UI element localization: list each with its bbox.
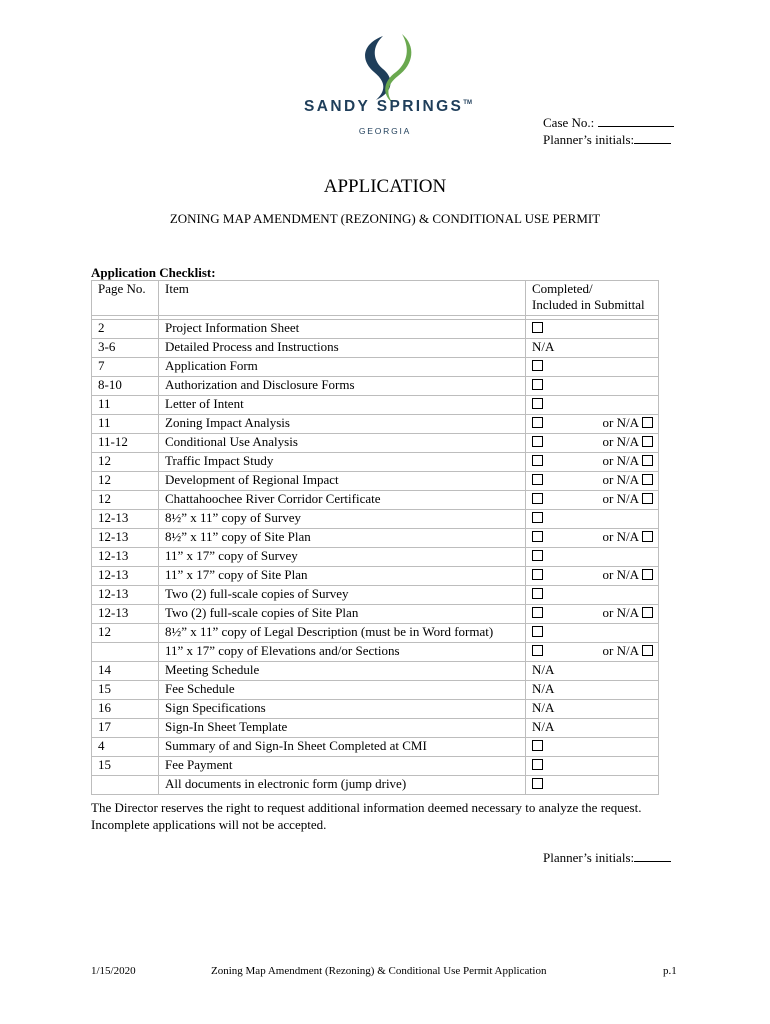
na-checkbox[interactable] xyxy=(642,607,653,618)
logo-subtitle: GEORGIA xyxy=(358,126,412,136)
item-cell: Meeting Schedule xyxy=(159,662,526,681)
header-completed-line1: Completed/ xyxy=(532,281,593,296)
or-na-option xyxy=(603,453,653,469)
completed-cell xyxy=(526,396,659,415)
completed-cell xyxy=(526,510,659,529)
planner-initials-bottom-label: Planner’s initials: xyxy=(543,850,635,865)
item-cell: Two (2) full-scale copies of Survey xyxy=(159,586,526,605)
table-row xyxy=(92,510,659,529)
page-no-cell: 12 xyxy=(92,491,159,510)
completed-checkbox[interactable] xyxy=(532,474,543,485)
completed-checkbox[interactable] xyxy=(532,645,543,656)
item-cell: All documents in electronic form (jump drive) xyxy=(159,776,526,795)
completed-checkbox[interactable] xyxy=(532,569,543,580)
item-cell: 11” x 17” copy of Survey xyxy=(159,548,526,567)
case-no-field[interactable] xyxy=(598,115,674,127)
page-title: APPLICATION xyxy=(323,176,447,197)
header-item: Item xyxy=(159,281,526,316)
table-header-row xyxy=(92,281,659,316)
completed-checkbox[interactable] xyxy=(532,512,543,523)
table-row xyxy=(92,339,659,358)
completed-checkbox[interactable] xyxy=(532,493,543,504)
completed-cell xyxy=(526,719,659,738)
completed-checkbox[interactable] xyxy=(532,550,543,561)
table-row xyxy=(92,700,659,719)
completed-cell xyxy=(526,415,659,434)
status-na: N/A xyxy=(532,662,555,677)
planner-initials-bottom xyxy=(543,849,671,866)
page-no-cell: 11-12 xyxy=(92,434,159,453)
status-na: N/A xyxy=(532,700,555,715)
or-na-option xyxy=(603,434,653,450)
completed-cell xyxy=(526,358,659,377)
checklist-table xyxy=(91,280,659,795)
header-completed-line2: Included in Submittal xyxy=(532,297,645,312)
footer-title: Zoning Map Amendment (Rezoning) & Conditional Use Permit Application xyxy=(211,965,547,977)
table-row xyxy=(92,358,659,377)
page-no-cell: 12 xyxy=(92,453,159,472)
page-no-cell: 2 xyxy=(92,320,159,339)
page-no-cell: 12-13 xyxy=(92,605,159,624)
page-no-cell: 12 xyxy=(92,624,159,643)
completed-checkbox[interactable] xyxy=(532,417,543,428)
table-row xyxy=(92,757,659,776)
item-cell: Project Information Sheet xyxy=(159,320,526,339)
page-no-cell: 12 xyxy=(92,472,159,491)
or-na-option xyxy=(603,491,653,507)
completed-checkbox[interactable] xyxy=(532,379,543,390)
page-no-cell: 4 xyxy=(92,738,159,757)
or-na-option xyxy=(603,567,653,583)
table-row xyxy=(92,548,659,567)
item-cell: Detailed Process and Instructions xyxy=(159,339,526,358)
completed-cell xyxy=(526,472,659,491)
page-subtitle: ZONING MAP AMENDMENT (REZONING) & CONDITIONAL USE PERMIT xyxy=(169,211,601,226)
table-row xyxy=(92,434,659,453)
table-row xyxy=(92,624,659,643)
header-completed xyxy=(526,281,659,316)
table-row xyxy=(92,491,659,510)
completed-checkbox[interactable] xyxy=(532,531,543,542)
completed-cell xyxy=(526,491,659,510)
planner-initials-line xyxy=(543,131,674,148)
footer-page: p.1 xyxy=(663,965,677,977)
item-cell: Traffic Impact Study xyxy=(159,453,526,472)
table-row xyxy=(92,567,659,586)
or-na-label: or N/A xyxy=(602,529,639,544)
completed-cell xyxy=(526,567,659,586)
item-cell: Letter of Intent xyxy=(159,396,526,415)
completed-checkbox[interactable] xyxy=(532,455,543,466)
page-no-cell: 15 xyxy=(92,681,159,700)
item-cell: Two (2) full-scale copies of Site Plan xyxy=(159,605,526,624)
or-na-label: or N/A xyxy=(602,472,639,487)
or-na-label: or N/A xyxy=(602,605,639,620)
page-no-cell: 16 xyxy=(92,700,159,719)
completed-cell xyxy=(526,320,659,339)
status-na: N/A xyxy=(532,719,555,734)
table-row xyxy=(92,472,659,491)
completed-cell xyxy=(526,624,659,643)
table-row xyxy=(92,377,659,396)
item-cell: Fee Schedule xyxy=(159,681,526,700)
or-na-option xyxy=(603,472,653,488)
checklist-label: Application Checklist: xyxy=(91,265,216,280)
item-cell: Development of Regional Impact xyxy=(159,472,526,491)
na-checkbox[interactable] xyxy=(642,417,653,428)
page-no-cell: 15 xyxy=(92,757,159,776)
completed-cell xyxy=(526,643,659,662)
or-na-label: or N/A xyxy=(602,567,639,582)
completed-cell xyxy=(526,377,659,396)
page-no-cell: 17 xyxy=(92,719,159,738)
page-no-cell: 8-10 xyxy=(92,377,159,396)
completed-cell xyxy=(526,681,659,700)
note-line-2: Incomplete applications will not be accepted. xyxy=(91,817,327,832)
completed-checkbox[interactable] xyxy=(532,626,543,637)
or-na-option xyxy=(603,643,653,659)
completed-cell xyxy=(526,700,659,719)
status-na: N/A xyxy=(532,681,555,696)
item-cell: 8½” x 11” copy of Legal Description (must be in Word format) xyxy=(159,624,526,643)
item-cell: Summary of and Sign-In Sheet Completed at CMI xyxy=(159,738,526,757)
note-line-1: The Director reserves the right to request additional information deemed necessary to analyze the request. xyxy=(91,800,642,815)
page-no-cell: 14 xyxy=(92,662,159,681)
item-cell: Sign Specifications xyxy=(159,700,526,719)
page-no-cell: 11 xyxy=(92,415,159,434)
na-checkbox[interactable] xyxy=(642,645,653,656)
or-na-label: or N/A xyxy=(602,434,639,449)
footer-date: 1/15/2020 xyxy=(91,965,136,977)
completed-checkbox[interactable] xyxy=(532,436,543,447)
or-na-label: or N/A xyxy=(602,415,639,430)
completed-checkbox[interactable] xyxy=(532,607,543,618)
completed-cell xyxy=(526,339,659,358)
completed-checkbox[interactable] xyxy=(532,322,543,333)
item-cell: Fee Payment xyxy=(159,757,526,776)
page-no-cell: 3-6 xyxy=(92,339,159,358)
table-row xyxy=(92,681,659,700)
page-no-cell: 12-13 xyxy=(92,567,159,586)
or-na-label: or N/A xyxy=(602,643,639,658)
planner-initials-bottom-field[interactable] xyxy=(634,849,671,862)
na-checkbox[interactable] xyxy=(642,531,653,542)
completed-checkbox[interactable] xyxy=(532,360,543,371)
completed-cell xyxy=(526,586,659,605)
item-cell: Conditional Use Analysis xyxy=(159,434,526,453)
table-row xyxy=(92,586,659,605)
item-cell: Application Form xyxy=(159,358,526,377)
page-no-cell: 12-13 xyxy=(92,548,159,567)
or-na-option xyxy=(603,605,653,621)
item-cell: Zoning Impact Analysis xyxy=(159,415,526,434)
item-cell: Authorization and Disclosure Forms xyxy=(159,377,526,396)
completed-cell xyxy=(526,453,659,472)
case-no-line xyxy=(543,114,674,131)
completed-cell xyxy=(526,529,659,548)
completed-cell xyxy=(526,776,659,795)
completed-checkbox[interactable] xyxy=(532,759,543,770)
page-no-cell xyxy=(92,643,159,662)
page-no-cell: 11 xyxy=(92,396,159,415)
item-cell: 11” x 17” copy of Site Plan xyxy=(159,567,526,586)
page-no-cell xyxy=(92,776,159,795)
completed-checkbox[interactable] xyxy=(532,398,543,409)
page-no-cell: 12-13 xyxy=(92,510,159,529)
completed-cell xyxy=(526,738,659,757)
item-cell: Sign-In Sheet Template xyxy=(159,719,526,738)
page-no-cell: 12-13 xyxy=(92,529,159,548)
table-row xyxy=(92,396,659,415)
na-checkbox[interactable] xyxy=(642,455,653,466)
na-checkbox[interactable] xyxy=(642,436,653,447)
completed-cell xyxy=(526,434,659,453)
completed-cell xyxy=(526,757,659,776)
na-checkbox[interactable] xyxy=(642,569,653,580)
na-checkbox[interactable] xyxy=(642,474,653,485)
status-na: N/A xyxy=(532,339,555,354)
planner-initials-label: Planner’s initials: xyxy=(543,132,635,147)
table-row xyxy=(92,320,659,339)
sandy-springs-logo-icon xyxy=(290,30,490,140)
header-page-no: Page No. xyxy=(92,281,159,316)
item-cell: 11” x 17” copy of Elevations and/or Sections xyxy=(159,643,526,662)
completed-checkbox[interactable] xyxy=(532,740,543,751)
or-na-option xyxy=(603,529,653,545)
page-no-cell: 7 xyxy=(92,358,159,377)
item-cell: 8½” x 11” copy of Survey xyxy=(159,510,526,529)
table-row xyxy=(92,738,659,757)
item-cell: 8½” x 11” copy of Site Plan xyxy=(159,529,526,548)
table-row xyxy=(92,662,659,681)
completed-cell xyxy=(526,605,659,624)
or-na-label: or N/A xyxy=(602,491,639,506)
table-row xyxy=(92,776,659,795)
table-row xyxy=(92,415,659,434)
table-row xyxy=(92,719,659,738)
page-no-cell: 12-13 xyxy=(92,586,159,605)
table-row xyxy=(92,453,659,472)
director-note xyxy=(91,799,641,833)
completed-cell xyxy=(526,548,659,567)
planner-initials-field[interactable] xyxy=(634,132,671,144)
or-na-option xyxy=(603,415,653,431)
na-checkbox[interactable] xyxy=(642,493,653,504)
or-na-label: or N/A xyxy=(602,453,639,468)
completed-checkbox[interactable] xyxy=(532,588,543,599)
case-info xyxy=(543,114,674,148)
completed-checkbox[interactable] xyxy=(532,778,543,789)
table-row xyxy=(92,529,659,548)
logo-name: SANDY SPRINGS™ xyxy=(304,98,472,115)
case-no-label: Case No.: xyxy=(543,115,595,130)
item-cell: Chattahoochee River Corridor Certificate xyxy=(159,491,526,510)
table-row xyxy=(92,605,659,624)
table-row xyxy=(92,643,659,662)
completed-cell xyxy=(526,662,659,681)
